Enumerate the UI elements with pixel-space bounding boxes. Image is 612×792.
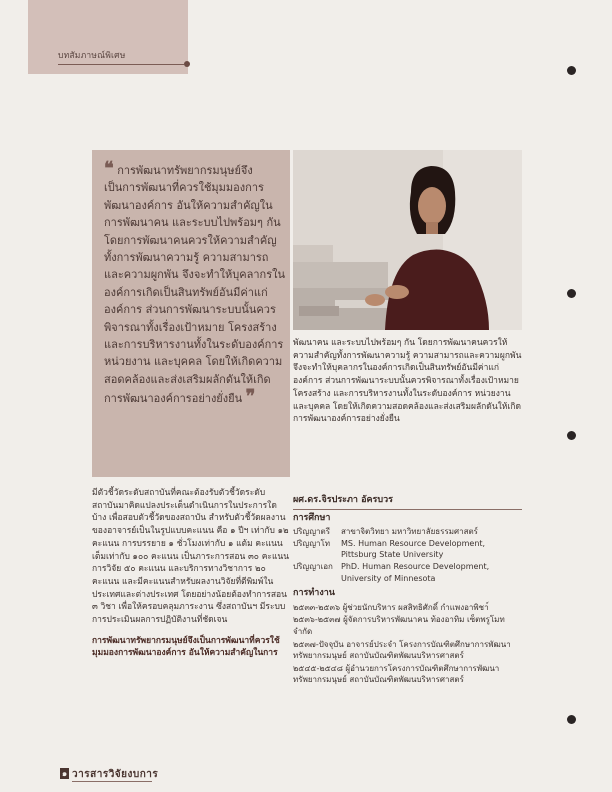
open-quote-mark: ❝	[104, 158, 114, 179]
binder-hole-4	[567, 715, 576, 724]
left-paragraph-1: มีตัวชี้วัดระดับสถาบันที่คณะต้องรับตัวชี้วัดระดับสถาบันมาคิดแปลงประเด็นดำเนินการในประการใดบ้าง เพื่อสอบตัวชี้วัดของสถาบัน สำหรับตัวชี้วัดผลงานของอาจารย์เป็นในรูปแบบคะแนน คือ ๑ ปีฯ เท่ากับ ๑๒ คะแนน การบรรยาย ๑ ชั่วโมงเท่ากับ ๑ แต้ม คะแนนเต็มเท่ากับ ๑๐๐ คะแนน เป็นภาระการสอน ๓๐ คะแนน การวิจัย ๕๐ คะแนน และบริการทางวิชาการ ๒๐ คะแนน และมีคะแนนสำหรับผลงานวิจัยที่ตีพิมพ์ในประเทศและต่างประเทศ โดยอย่างน้อยต้องทำการสอน ๓ วิชา เพื่อให้ครอบคลุมภาระงาน ซึ่งสถาบันฯ มีระบบการประเมินผลการปฏิบัติงานที่ชัดเจน	[92, 488, 290, 626]
binder-hole-2	[567, 289, 576, 298]
work-item: ๒๕๔๕-๒๕๔๘ ผู้อำนวยการโครงการบัณฑิตศึกษาการพัฒนาทรัพยากรมนุษย์ สถาบันบัณฑิตพัฒนบริหารศาสตร์	[293, 663, 500, 685]
binder-hole-1	[567, 66, 576, 75]
degree-detail: สาขาจิตวิทยา มหาวิทยาลัยธรรมศาสตร์	[341, 527, 478, 537]
header-block	[28, 0, 188, 74]
bio-name: ผศ.ดร.จิรประภา อัครบวร	[293, 495, 393, 505]
degree-detail: PhD. Human Resource Development, University of Minnesota	[341, 561, 490, 583]
interviewee-photo	[293, 150, 522, 330]
pull-quote-text: การพัฒนาทรัพยากรมนุษย์จึงเป็นการพัฒนาที่ควรใช้มุมมองการพัฒนาองค์การ อันให้ความสำคัญในการพัฒนาคน และระบบไปพร้อมๆ กัน โดยการพัฒนาคนควรให้ความสำคัญทั้งการพัฒนาความรู้ ความสามารถ และความผูกพัน จึงจะทำให้บุคลากรในองค์การเกิดเป็นสินทรัพย์อันมีค่าแก่องค์การ ส่วนการพัฒนาระบบนั้นควรพิจารณาทั้งเรื่องเป้าหมาย โครงสร้าง และการบริหารงานทั้งในระดับองค์การ หน่วยงาน และบุคคล โดยให้เกิดความสอดคล้องและส่งเสริมผลักดันให้เกิดการพัฒนาองค์การอย่างยั่งยืน	[104, 164, 286, 406]
education-table	[293, 526, 522, 584]
close-quote-mark: ❞	[245, 386, 256, 408]
page-number: ๑	[61, 769, 68, 778]
degree-detail: MS. Human Resource Development, Pittsburg State University	[341, 538, 486, 560]
education-row	[293, 561, 522, 584]
degree-label: ปริญญาตรี	[293, 527, 330, 537]
header-dot	[184, 61, 190, 67]
author-bio	[293, 495, 522, 687]
section-label: บทสัมภาษณ์พิเศษ	[58, 51, 126, 61]
education-heading: การศึกษา	[293, 512, 331, 523]
work-item: ๒๕๓๗-ปัจจุบัน อาจารย์ประจำ โครงการบัณฑิตศึกษาการพัฒนาทรัพยากรมนุษย์ สถาบันบัณฑิตพัฒนบริหารศาสตร์	[293, 639, 511, 661]
header-rule	[58, 64, 184, 65]
work-item: ๒๕๓๓-๒๕๓๖ ผู้ช่วยนักบริหาร ผสสิทธิศักดิ์ กำแพงอาพิชา์	[293, 602, 489, 612]
bio-rule	[293, 509, 522, 510]
photo-illustration	[293, 150, 522, 330]
work-item: ๒๕๓๖-๒๕๓๗ ผู้จัดการบริหารพัฒนาคน ท้องอาทิม เซ็ตพรูโมท จำกัด	[293, 615, 505, 636]
article-text-right: พัฒนาคน และระบบไปพร้อมๆ กัน โดยการพัฒนาคนควรให้ความสำคัญทั้งการพัฒนาความรู้ ความสามารถและความผูกพัน จึงจะทำให้บุคลากรในองค์การเกิดเป็นสินทรัพย์อันมีค่าแก่องค์การ ส่วนการพัฒนาระบบนั้นควรพิจารณาทั้งเรื่องเป้าหมาย โครงสร้าง และการบริหารงานทั้งในระดับองค์การ หน่วยงาน และบุคคล โดยให้เกิดความสอดคล้องและส่งเสริมผลักดันให้เกิดการพัฒนาองค์การอย่างยั่งยืน	[293, 338, 522, 425]
journal-name: วารสารวิจัยงบการ	[72, 769, 159, 780]
education-row	[293, 526, 522, 538]
degree-label: ปริญญาเอก	[293, 561, 333, 571]
footer-rule	[72, 781, 152, 782]
binder-hole-3	[567, 431, 576, 440]
article-text-left	[92, 487, 290, 668]
education-row	[293, 538, 522, 561]
work-heading: การทำงาน	[293, 588, 335, 599]
left-paragraph-2: การพัฒนาทรัพยากรมนุษย์จึงเป็นการพัฒนาที่ควรใช้มุมมองการพัฒนาองค์การ อันให้ความสำคัญในการ	[92, 635, 280, 659]
pull-quote	[104, 160, 286, 408]
degree-label: ปริญญาโท	[293, 538, 331, 548]
